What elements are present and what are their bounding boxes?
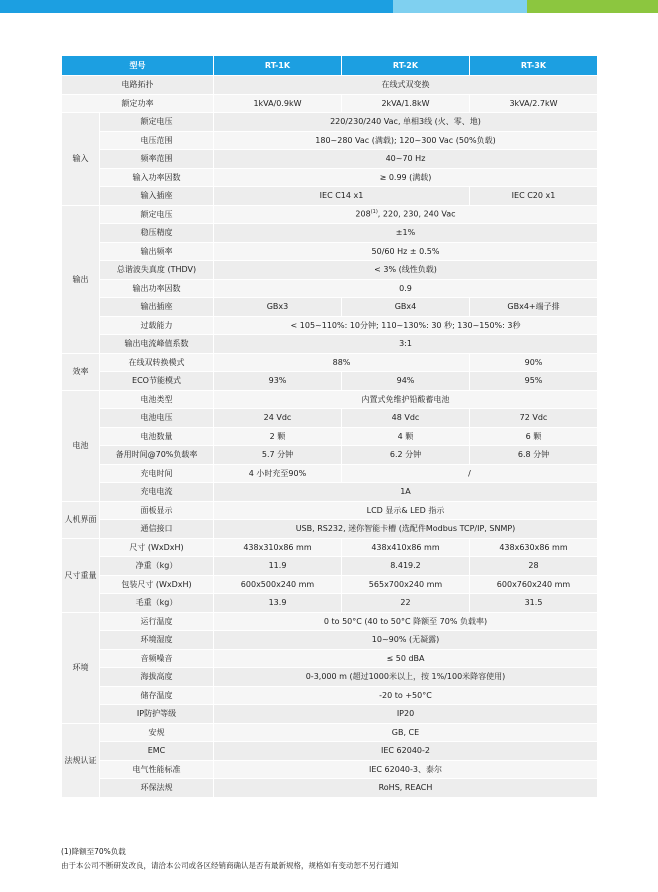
- voltage-rest: , 220, 230, 240 Vac: [377, 210, 456, 220]
- row-value: 11.9: [214, 557, 342, 576]
- row-label: 尺寸 (WxDxH): [100, 538, 214, 557]
- spec-table: [61, 55, 598, 798]
- footnote-marker: (1): [370, 209, 378, 216]
- table-row: [62, 686, 598, 705]
- row-value: 4 小时充至90%: [214, 464, 342, 483]
- row-value: IEC 62040-2: [214, 742, 598, 761]
- table-row: [62, 316, 598, 335]
- row-value: < 3% (线性负载): [214, 261, 598, 280]
- table-row: [62, 205, 598, 224]
- row-label: 电池类型: [100, 390, 214, 409]
- row-label: EMC: [100, 742, 214, 761]
- row-label: 电压范围: [100, 131, 214, 150]
- row-value: 438x410x86 mm: [342, 538, 470, 557]
- row-label: 充电电流: [100, 483, 214, 502]
- table-row: [62, 76, 598, 95]
- row-value: 10~90% (无凝露): [214, 631, 598, 650]
- footnotes: [61, 845, 399, 873]
- row-value: 5.7 分钟: [214, 446, 342, 465]
- row-value: 13.9: [214, 594, 342, 613]
- row-value: 220/230/240 Vac, 单相3线 (火、零、地): [214, 113, 598, 132]
- table-row: [62, 427, 598, 446]
- row-label: 输入插座: [100, 187, 214, 206]
- row-value: 600x760x240 mm: [470, 575, 598, 594]
- row-label: 净重（kg）: [100, 557, 214, 576]
- row-value: 40~70 Hz: [214, 150, 598, 169]
- row-value: [214, 205, 598, 224]
- table-row: [62, 760, 598, 779]
- row-value: USB, RS232, 迷你智能卡槽 (选配件Modbus TCP/IP, SNMP): [214, 520, 598, 539]
- category-hmi: 人机界面: [62, 501, 100, 538]
- row-value: 1kVA/0.9kW: [214, 94, 342, 113]
- row-label: 毛重（kg）: [100, 594, 214, 613]
- row-label: 频率范围: [100, 150, 214, 169]
- category-env: 环境: [62, 612, 100, 723]
- top-bar-blue: [0, 0, 393, 13]
- row-label: 额定电压: [100, 205, 214, 224]
- row-value: 0-3,000 m (超过1000米以上，按 1%/100米降容使用): [214, 668, 598, 687]
- top-bar-light-blue: [393, 0, 527, 13]
- table-row: [62, 464, 598, 483]
- row-label: 电池数量: [100, 427, 214, 446]
- top-color-bars: [0, 0, 658, 13]
- row-label: 输入功率因数: [100, 168, 214, 187]
- row-label: 运行温度: [100, 612, 214, 631]
- row-value: 95%: [470, 372, 598, 391]
- row-value: 4 颗: [342, 427, 470, 446]
- table-row: [62, 446, 598, 465]
- table-row: [62, 168, 598, 187]
- row-label: 海拔高度: [100, 668, 214, 687]
- row-label: 过载能力: [100, 316, 214, 335]
- row-label: 电路拓扑: [62, 76, 214, 95]
- row-label: 储存温度: [100, 686, 214, 705]
- row-value: GBx4+端子排: [470, 298, 598, 317]
- table-row: [62, 94, 598, 113]
- row-value: IEC C20 x1: [470, 187, 598, 206]
- row-value: 438x310x86 mm: [214, 538, 342, 557]
- row-value: < 105~110%: 10分钟; 110~130%: 30 秒; 130~150%: 3秒: [214, 316, 598, 335]
- table-row: [62, 501, 598, 520]
- row-value: -20 to +50°C: [214, 686, 598, 705]
- row-label: 输出插座: [100, 298, 214, 317]
- row-value: 180~280 Vac (满载); 120~300 Vac (50%负载): [214, 131, 598, 150]
- row-label: 输出频率: [100, 242, 214, 261]
- table-row: [62, 779, 598, 798]
- category-reg: 法规认证: [62, 723, 100, 797]
- row-label: 在线双转换模式: [100, 353, 214, 372]
- header-model: 型号: [62, 56, 214, 76]
- table-row: [62, 390, 598, 409]
- row-value: 1A: [214, 483, 598, 502]
- table-row: [62, 224, 598, 243]
- table-row: [62, 594, 598, 613]
- category-battery: 电池: [62, 390, 100, 501]
- row-value: 24 Vdc: [214, 409, 342, 428]
- table-row: [62, 649, 598, 668]
- row-label: 电池电压: [100, 409, 214, 428]
- row-value: GB, CE: [214, 723, 598, 742]
- row-value: 88%: [214, 353, 470, 372]
- category-output: 输出: [62, 205, 100, 353]
- row-label: ECO节能模式: [100, 372, 214, 391]
- row-label: 音频噪音: [100, 649, 214, 668]
- row-value: /: [342, 464, 598, 483]
- header-rt-2k: RT-2K: [342, 56, 470, 76]
- row-label: IP防护等级: [100, 705, 214, 724]
- table-row: [62, 113, 598, 132]
- row-value: 93%: [214, 372, 342, 391]
- category-dims: 尺寸重量: [62, 538, 100, 612]
- row-value: 6.8 分钟: [470, 446, 598, 465]
- table-row: [62, 668, 598, 687]
- table-row: [62, 298, 598, 317]
- row-value: 600x500x240 mm: [214, 575, 342, 594]
- row-label: 通信接口: [100, 520, 214, 539]
- row-value: 2kVA/1.8kW: [342, 94, 470, 113]
- row-value: 在线式双变换: [214, 76, 598, 95]
- row-value: 2 颗: [214, 427, 342, 446]
- row-value: 94%: [342, 372, 470, 391]
- header-rt-1k: RT-1K: [214, 56, 342, 76]
- row-value: IEC 62040-3、泰尔: [214, 760, 598, 779]
- top-bar-green: [527, 0, 658, 13]
- row-value: 438x630x86 mm: [470, 538, 598, 557]
- table-header-row: [62, 56, 598, 76]
- row-value: 3:1: [214, 335, 598, 354]
- row-label: 环保法规: [100, 779, 214, 798]
- footnote-disclaimer: 由于本公司不断研发改良，请洽本公司或各区经销商确认是否有最新规格，规格如有变动恕不另行通知: [61, 861, 399, 870]
- table-row: [62, 538, 598, 557]
- row-value: 3kVA/2.7kW: [470, 94, 598, 113]
- row-label: 电气性能标准: [100, 760, 214, 779]
- table-row: [62, 261, 598, 280]
- table-row: [62, 372, 598, 391]
- table-row: [62, 520, 598, 539]
- category-efficiency: 效率: [62, 353, 100, 390]
- table-row: [62, 353, 598, 372]
- table-row: [62, 483, 598, 502]
- table-row: [62, 150, 598, 169]
- row-value: 6.2 分钟: [342, 446, 470, 465]
- row-value: ±1%: [214, 224, 598, 243]
- header-rt-3k: RT-3K: [470, 56, 598, 76]
- row-value: 48 Vdc: [342, 409, 470, 428]
- row-label: 总谐波失真度 (THDV): [100, 261, 214, 280]
- row-value: 50/60 Hz ± 0.5%: [214, 242, 598, 261]
- row-value: 28: [470, 557, 598, 576]
- row-value: GBx3: [214, 298, 342, 317]
- table-row: [62, 742, 598, 761]
- table-row: [62, 242, 598, 261]
- row-value: IP20: [214, 705, 598, 724]
- row-value: ≤ 50 dBA: [214, 649, 598, 668]
- row-label: 面板显示: [100, 501, 214, 520]
- row-value: LCD 显示& LED 指示: [214, 501, 598, 520]
- voltage-208: 208: [355, 210, 371, 220]
- row-value: IEC C14 x1: [214, 187, 470, 206]
- table-row: [62, 612, 598, 631]
- table-row: [62, 575, 598, 594]
- row-label: 额定电压: [100, 113, 214, 132]
- table-row: [62, 409, 598, 428]
- row-value: 6 颗: [470, 427, 598, 446]
- table-row: [62, 279, 598, 298]
- table-row: [62, 335, 598, 354]
- row-label: 安规: [100, 723, 214, 742]
- row-value: 内置式免维护铅酸蓄电池: [214, 390, 598, 409]
- table-row: [62, 631, 598, 650]
- row-label: 包装尺寸 (WxDxH): [100, 575, 214, 594]
- row-label: 输出功率因数: [100, 279, 214, 298]
- row-label: 输出电流峰值系数: [100, 335, 214, 354]
- table-row: [62, 705, 598, 724]
- row-label: 备用时间@70%负载率: [100, 446, 214, 465]
- row-value: 0.9: [214, 279, 598, 298]
- row-value: ≥ 0.99 (满载): [214, 168, 598, 187]
- row-value: 31.5: [470, 594, 598, 613]
- footnote-1: (1)降额至70%负载: [61, 847, 126, 856]
- row-label: 额定功率: [62, 94, 214, 113]
- row-value: 72 Vdc: [470, 409, 598, 428]
- category-input: 输入: [62, 113, 100, 206]
- row-value: GBx4: [342, 298, 470, 317]
- row-label: 环境湿度: [100, 631, 214, 650]
- table-row: [62, 557, 598, 576]
- row-label: 稳压精度: [100, 224, 214, 243]
- row-value: 90%: [470, 353, 598, 372]
- row-value: RoHS, REACH: [214, 779, 598, 798]
- row-value: 8.419.2: [342, 557, 470, 576]
- row-value: 565x700x240 mm: [342, 575, 470, 594]
- row-value: 22: [342, 594, 470, 613]
- table-row: [62, 131, 598, 150]
- row-value: 0 to 50°C (40 to 50°C 降额至 70% 负载率): [214, 612, 598, 631]
- table-row: [62, 723, 598, 742]
- row-label: 充电时间: [100, 464, 214, 483]
- table-row: [62, 187, 598, 206]
